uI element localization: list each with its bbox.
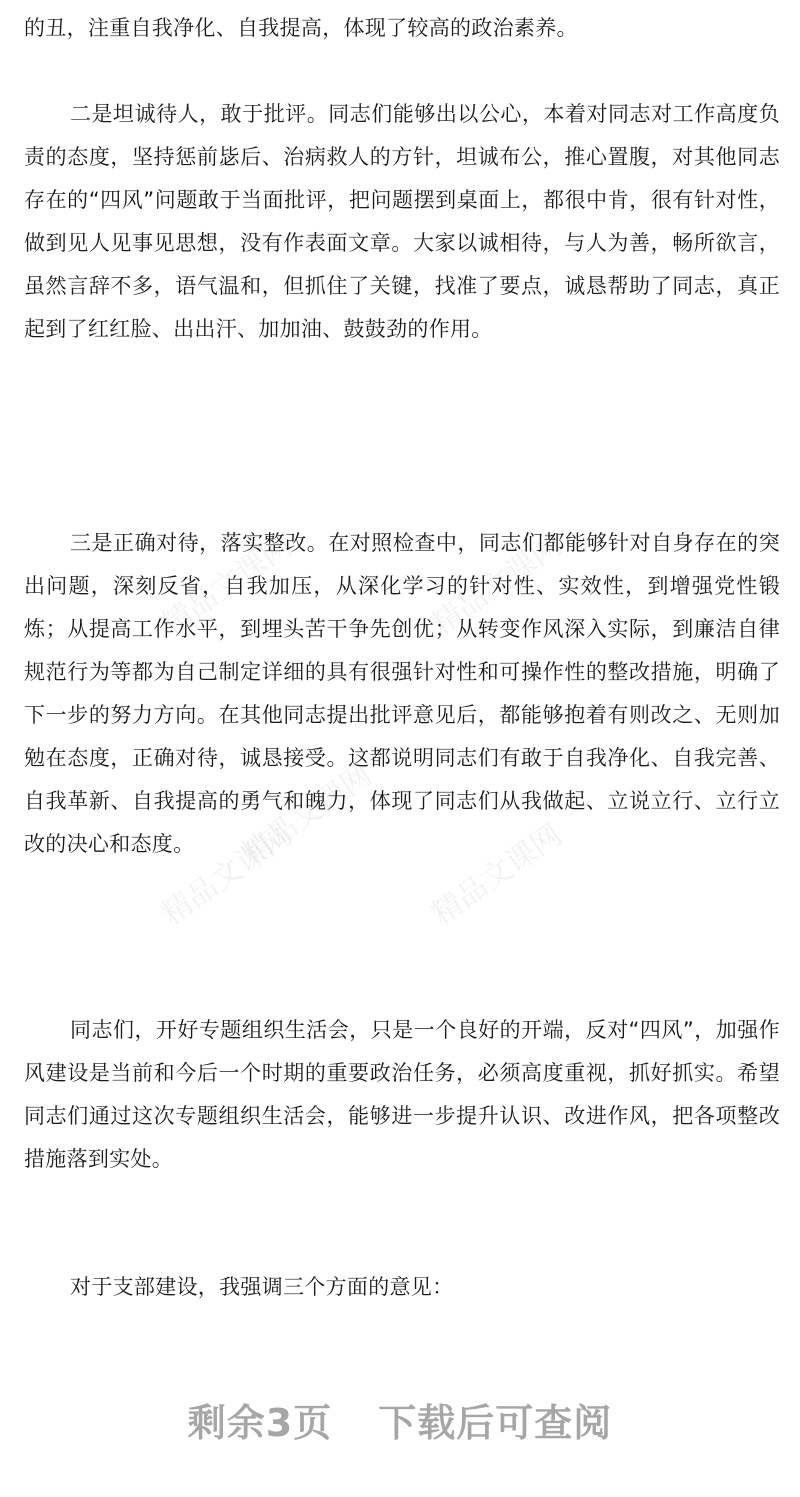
paragraph-point-two: 二是坦诚待人，敢于批评。同志们能够出以公心，本着对同志对工作高度负责的态度，坚持惩前毖后、治病救人的方针，坦诚布公，推心置腹，对其他同志存在的“四风”问题敢于当面批评，把问题摆到桌面上，都很中肯，很有针对性，做到见人见事见思想，没有作表面文章。大家以诚相待，与人为善，畅所欲言，虽然言辞不多，语气温和，但抓住了关键，找准了要点，诚恳帮助了同志，真正起到了红红脸、出出汗、加加油、鼓鼓劲的作用。	[24, 102, 780, 341]
paragraph-continuation: 的丑，注重自我净化、自我提高，体现了较高的政治素养。	[24, 16, 578, 40]
watermark: 精品文课网	[425, 817, 569, 933]
paragraph-point-three: 三是正确对待，落实整改。在对照检查中，同志们都能够针对自身存在的突出问题，深刻反省，自我加压，从深化学习的针对性、实效性，到增强党性锻炼；从提高工作水平，到埋头苦干争先创优；从转变作风深入实际，到廉洁自律规范行为等都为自己制定详细的具有很强针对性和可操作性的整改措施，明确了下一步的努力方向。在其他同志提出批评意见后，都能够抱着有则改之、无则加勉在态度，正确对待，诚恳接受。这都说明同志们有敢于自我净化、自我完善、自我革新、自我提高的勇气和魄力，体现了同志们从我做起、立说立行、立行立改的决心和态度。	[24, 531, 780, 856]
paragraph-branch-building: 对于支部建设，我强调三个方面的意见：	[70, 1275, 454, 1299]
paragraph-conclusion: 同志们，开好专题组织生活会，只是一个良好的开端，反对“四风”，加强作风建设是当前和今后一个时期的重要政治任务，必须高度重视，抓好抓实。希望同志们通过这次专题组织生活会，能够进一步提升认识、改进作风，把各项整改措施落到实处。	[24, 1018, 780, 1171]
remaining-pages-label: 剩余3页	[187, 1401, 333, 1445]
download-to-view-label: 下载后可查阅	[378, 1401, 613, 1445]
watermark: 精品文课网	[425, 527, 569, 643]
watermark: 精品文课网	[235, 757, 379, 873]
watermark: 精品文课网	[155, 817, 299, 933]
watermark: 精品文课网	[155, 527, 299, 643]
download-prompt[interactable]	[0, 1392, 800, 1447]
